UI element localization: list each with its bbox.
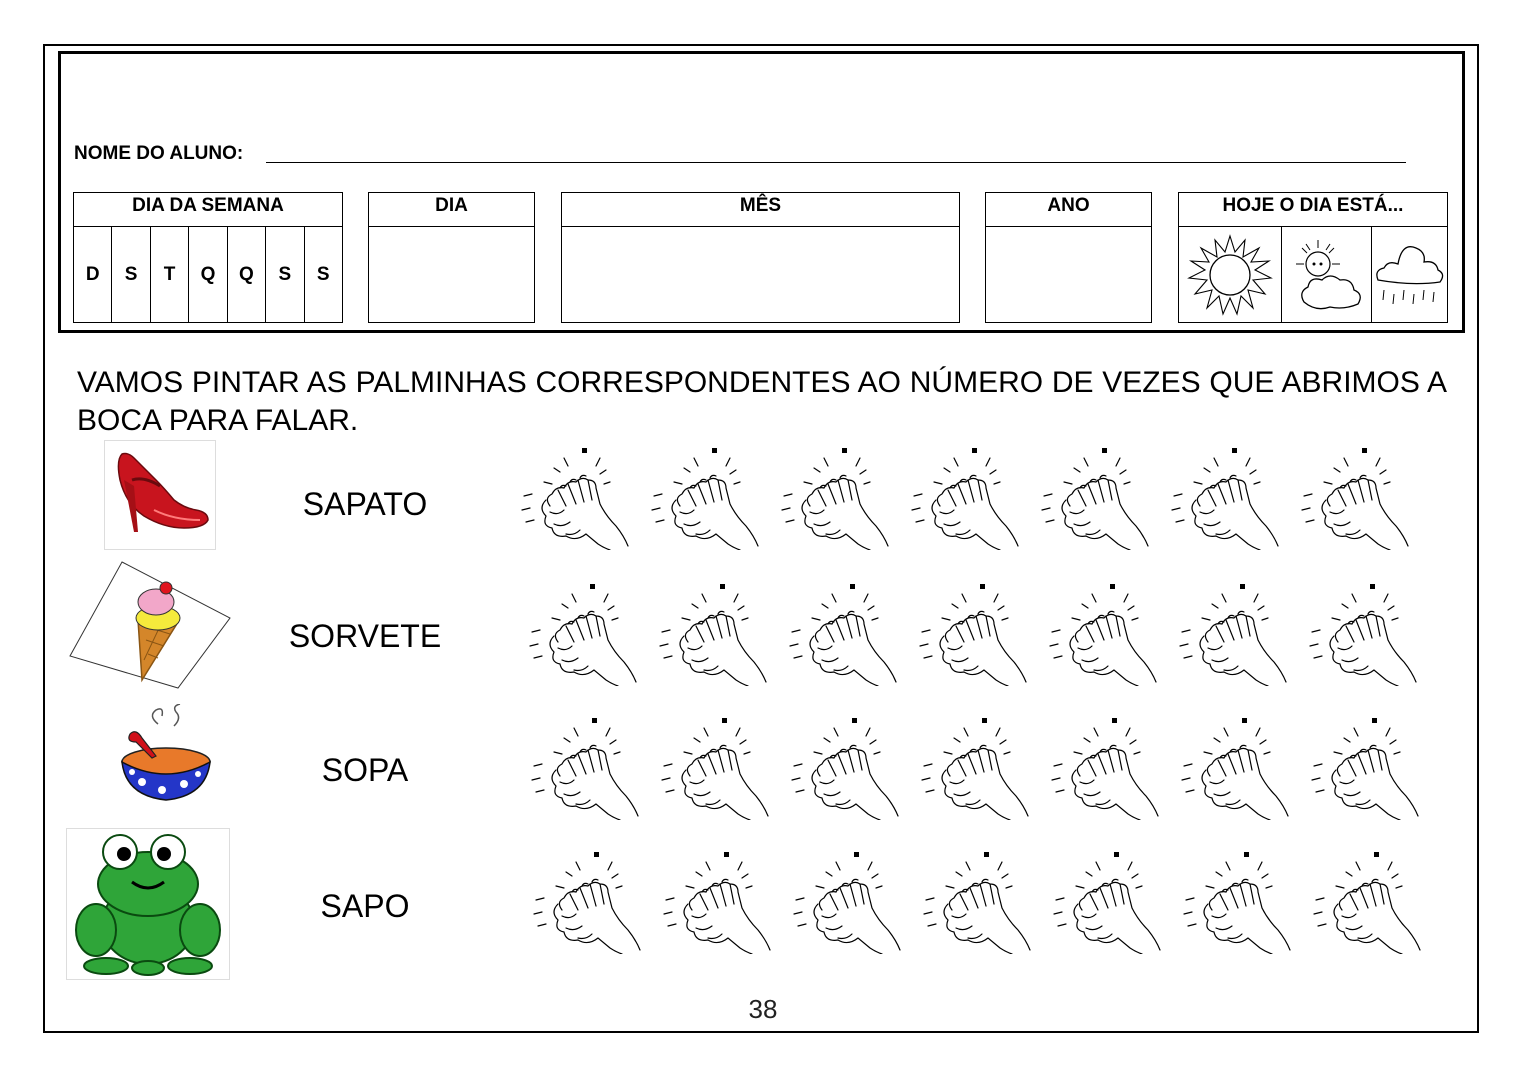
clapping-hands-icon[interactable]	[1182, 850, 1294, 959]
clapping-hands-icon[interactable]	[920, 716, 1032, 825]
clapping-hands-icon[interactable]	[910, 446, 1022, 555]
clapping-hands-icon[interactable]	[922, 850, 1034, 959]
clapping-hands-icon[interactable]	[650, 446, 762, 555]
weekday-days	[74, 227, 342, 323]
clapping-hands-icon[interactable]	[1308, 582, 1420, 691]
month-title: MÊS	[562, 193, 959, 227]
clapping-hands-icon[interactable]	[792, 850, 904, 959]
clapping-hands-icon[interactable]	[528, 582, 640, 691]
clapping-hands-icon[interactable]	[918, 582, 1030, 691]
instruction-text: VAMOS PINTAR AS PALMINHAS CORRESPONDENTES AO NÚMERO DE VEZES QUE ABRIMOS A BOCA PARA FALAR.	[77, 366, 1447, 437]
weather-option-partly-cloudy[interactable]	[1282, 227, 1371, 323]
row-word: SORVETE	[288, 618, 442, 654]
word-row-sopa	[0, 700, 1526, 830]
clapping-hands-icon[interactable]	[790, 716, 902, 825]
weekday-day[interactable]: S	[316, 264, 330, 285]
weekday-day[interactable]: Q	[189, 227, 227, 323]
student-name-line[interactable]	[266, 162, 1406, 163]
word-row-sorvete	[0, 560, 1526, 690]
sun-icon	[1185, 232, 1275, 318]
day-box[interactable]	[368, 192, 535, 323]
soup-bowl-icon	[112, 704, 218, 808]
clapping-hands-icon[interactable]	[1310, 716, 1422, 825]
ice-cream-icon	[66, 560, 232, 690]
weather-title: HOJE O DIA ESTÁ...	[1179, 193, 1447, 227]
clapping-hands-icon[interactable]	[658, 582, 770, 691]
clapping-hands-icon[interactable]	[662, 850, 774, 959]
clapping-hands-icon[interactable]	[530, 716, 642, 825]
rain-cloud-icon	[1372, 232, 1446, 318]
row-word: SOPA	[321, 752, 409, 788]
weather-option-sunny[interactable]	[1179, 227, 1282, 323]
weekday-day[interactable]: T	[151, 227, 189, 323]
weather-options	[1179, 227, 1447, 323]
student-name-label: NOME DO ALUNO:	[74, 143, 244, 164]
year-box[interactable]	[985, 192, 1152, 323]
weekday-title: DIA DA SEMANA	[74, 193, 342, 227]
clapping-hands-icon[interactable]	[1050, 716, 1162, 825]
weekday-box	[73, 192, 343, 323]
clapping-hands-icon[interactable]	[660, 716, 772, 825]
weather-option-rainy[interactable]	[1372, 227, 1447, 323]
clapping-hands-icon[interactable]	[1048, 582, 1160, 691]
red-shoe-icon	[104, 440, 216, 550]
row-word: SAPO	[320, 888, 410, 924]
weekday-day[interactable]: Q	[228, 227, 266, 323]
word-row-sapo	[0, 828, 1526, 958]
day-title: DIA	[369, 193, 534, 227]
clapping-hands-icon[interactable]	[532, 850, 644, 959]
sun-cloud-icon	[1284, 232, 1368, 318]
clapping-hands-icon[interactable]	[1052, 850, 1164, 959]
clapping-hands-icon[interactable]	[1180, 716, 1292, 825]
clapping-hands-icon[interactable]	[1040, 446, 1152, 555]
clapping-hands-icon[interactable]	[1170, 446, 1282, 555]
clapping-hands-icon[interactable]	[788, 582, 900, 691]
clapping-hands-icon[interactable]	[780, 446, 892, 555]
month-box[interactable]	[561, 192, 960, 323]
weather-box	[1178, 192, 1448, 323]
clapping-hands-icon[interactable]	[1178, 582, 1290, 691]
clapping-hands-icon[interactable]	[520, 446, 632, 555]
weekday-day[interactable]: D	[74, 227, 112, 323]
clapping-hands-icon[interactable]	[1312, 850, 1424, 959]
row-word: SAPATO	[302, 486, 428, 522]
clapping-hands-icon[interactable]	[1300, 446, 1412, 555]
year-title: ANO	[986, 193, 1151, 227]
weekday-day[interactable]: S	[112, 227, 150, 323]
weekday-day[interactable]: S	[266, 227, 304, 323]
frog-icon	[66, 828, 230, 980]
page-number: 38	[748, 994, 778, 1024]
word-row-sapato	[0, 440, 1526, 570]
